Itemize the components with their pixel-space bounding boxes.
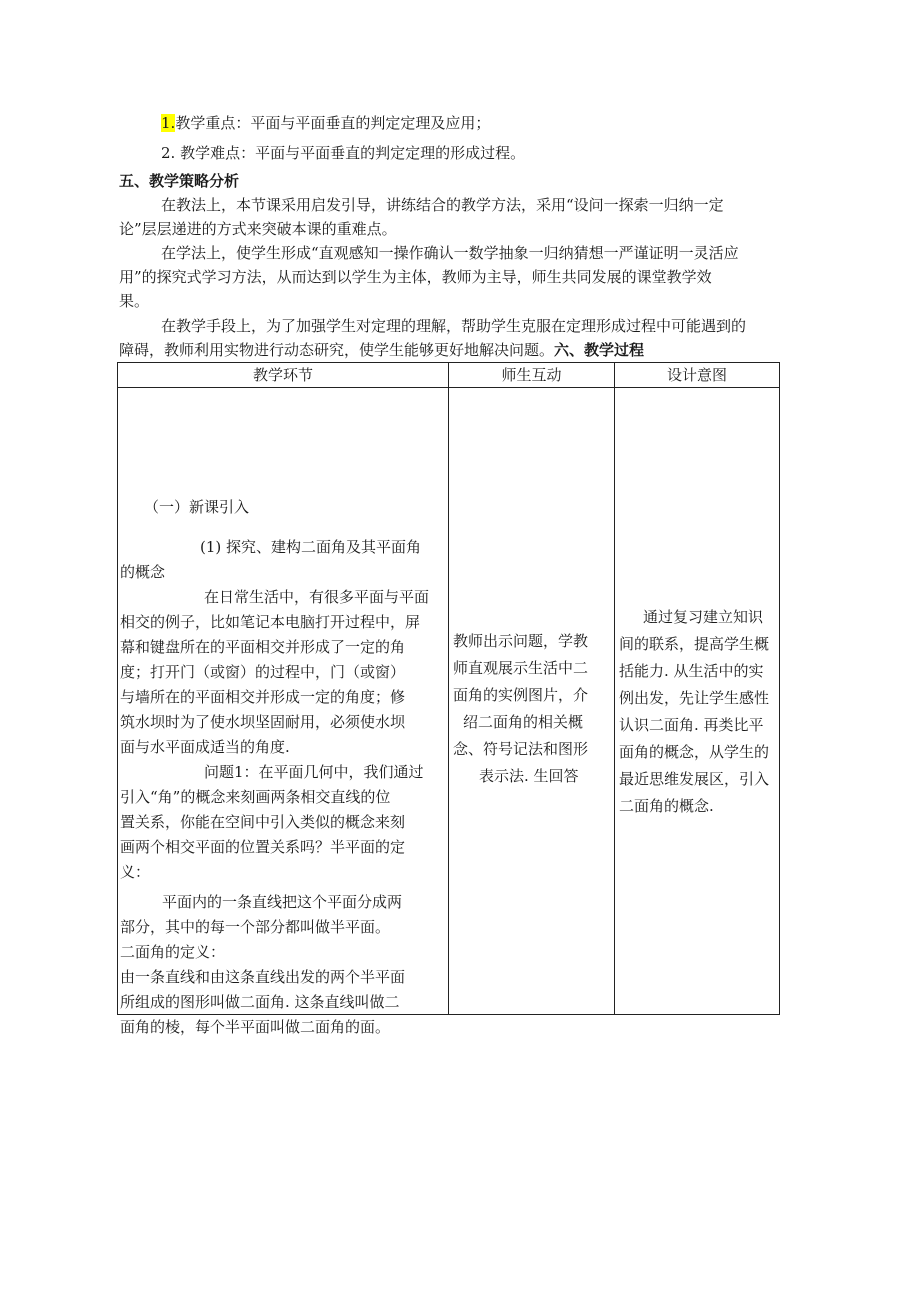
- dihedral-definition-title: 二面角的定义：: [120, 943, 226, 961]
- stage-line: 相交的例子，比如笔记本电脑打开过程中，屏: [120, 613, 421, 631]
- intent-line: 最近思维发展区，引入: [619, 770, 770, 788]
- intent-line: 间的联系，提高学生概: [619, 635, 770, 653]
- intent-line: 括能力. 从生活中的实: [619, 662, 764, 680]
- stage-line: 义：: [120, 863, 151, 881]
- stage-line: 幕和键盘所在的平面相交并形成了一定的角: [120, 638, 406, 656]
- interaction-line: 念、符号记法和图形: [453, 740, 589, 758]
- cell-teaching-stage: [118, 388, 449, 1036]
- stage-line: 置关系，你能在空间中引入类似的概念来刻: [120, 813, 406, 831]
- paragraph-2-line-2: 用”的探究式学习方法，从而达到以学生为主体，教师为主导，师生共同发展的课堂教学效: [119, 268, 712, 286]
- focus-number-highlight: 1.: [161, 114, 176, 132]
- stage-line: 度；打开门（或窗）的过程中，门（或窗）: [120, 663, 406, 681]
- cell-interaction: [449, 388, 615, 1015]
- header-teaching-stage: 教学环节: [118, 363, 449, 388]
- stage-line: 引入“角”的概念来刻画两条相交直线的位: [120, 788, 391, 806]
- paragraph-2-line-1: 在学法上，使学生形成“直观感知一操作确认一数学抽象一归纳猜想一严谨证明一灵活应: [161, 244, 739, 262]
- interaction-line: 面角的实例图片，介: [453, 686, 589, 704]
- section-6-title: 六、教学过程: [554, 341, 645, 359]
- paragraph-3-line-2: [119, 339, 644, 361]
- stage-line: 与墙所在的平面相交并形成一定的角度；修: [120, 688, 406, 706]
- table-row: [118, 388, 780, 1015]
- paragraph-1-line-1: 在教法上，本节课采用启发引导，讲练结合的教学方法，采用“设问一探索一归纳一定: [161, 196, 724, 214]
- paragraph-3-line-2-text: 障碍，教师利用实物进行动态研究，使学生能够更好地解决问题。: [119, 341, 555, 359]
- paragraph-1-line-2: 论”层层递进的方式来突破本课的重难点。: [119, 220, 397, 238]
- table-header-row: [118, 363, 780, 388]
- stage-line: 的概念: [120, 563, 166, 581]
- intent-line: 例出发，先让学生感性: [619, 689, 770, 707]
- focus-item-1-text: 教学重点：平面与平面垂直的判定定理及应用；: [175, 114, 491, 132]
- interaction-line: 表示法. 生回答: [479, 767, 579, 785]
- stage-heading: （一）新课引入: [144, 498, 250, 516]
- header-interaction: 师生互动: [449, 363, 615, 388]
- teaching-process-table: [117, 362, 780, 1036]
- half-plane-definition: 平面内的一条直线把这个平面分成两: [162, 893, 403, 911]
- header-design-intent: 设计意图: [615, 363, 780, 388]
- stage-subheading: (1) 探究、建构二面角及其平面角: [200, 538, 422, 556]
- intent-line: 通过复习建立知识: [643, 608, 764, 626]
- cell-design-intent: [615, 388, 780, 1015]
- interaction-line: 师直观展示生活中二: [453, 659, 589, 677]
- intent-line: 二面角的概念.: [619, 797, 714, 815]
- stage-line: 画两个相交平面的位置关系吗？半平面的定: [120, 838, 406, 856]
- stage-line: 由一条直线和由这条直线出发的两个半平面: [120, 968, 406, 986]
- paragraph-3-line-1: 在教学手段上，为了加强学生对定理的理解，帮助学生克服在定理形成过程中可能遇到的: [161, 317, 747, 335]
- stage-line: 面角的棱，每个半平面叫做二面角的面。: [120, 1018, 391, 1036]
- stage-line: 部分，其中的每一个部分都叫做半平面。: [120, 918, 391, 936]
- paragraph-2-line-3: 果。: [119, 292, 150, 310]
- stage-line: 所组成的图形叫做二面角. 这条直线叫做二: [120, 993, 400, 1011]
- interaction-line: 绍二面角的相关概: [463, 713, 584, 731]
- stage-line: 在日常生活中，有很多平面与平面: [204, 588, 430, 606]
- interaction-line: 教师出示问题，学教: [453, 632, 589, 650]
- focus-item-2: 2. 教学难点：平面与平面垂直的判定定理的形成过程。: [161, 144, 526, 162]
- intent-line: 认识二面角. 再类比平: [619, 716, 764, 734]
- section-5-title: 五、教学策略分析: [119, 172, 240, 190]
- intent-line: 面角的概念，从学生的: [619, 743, 770, 761]
- stage-line: 筑水坝时为了使水坝坚固耐用，必须使水坝: [120, 713, 406, 731]
- focus-item-1: [161, 112, 490, 134]
- stage-line: 面与水平面成适当的角度.: [120, 738, 290, 756]
- question-1-line: 问题1：在平面几何中，我们通过: [204, 763, 424, 781]
